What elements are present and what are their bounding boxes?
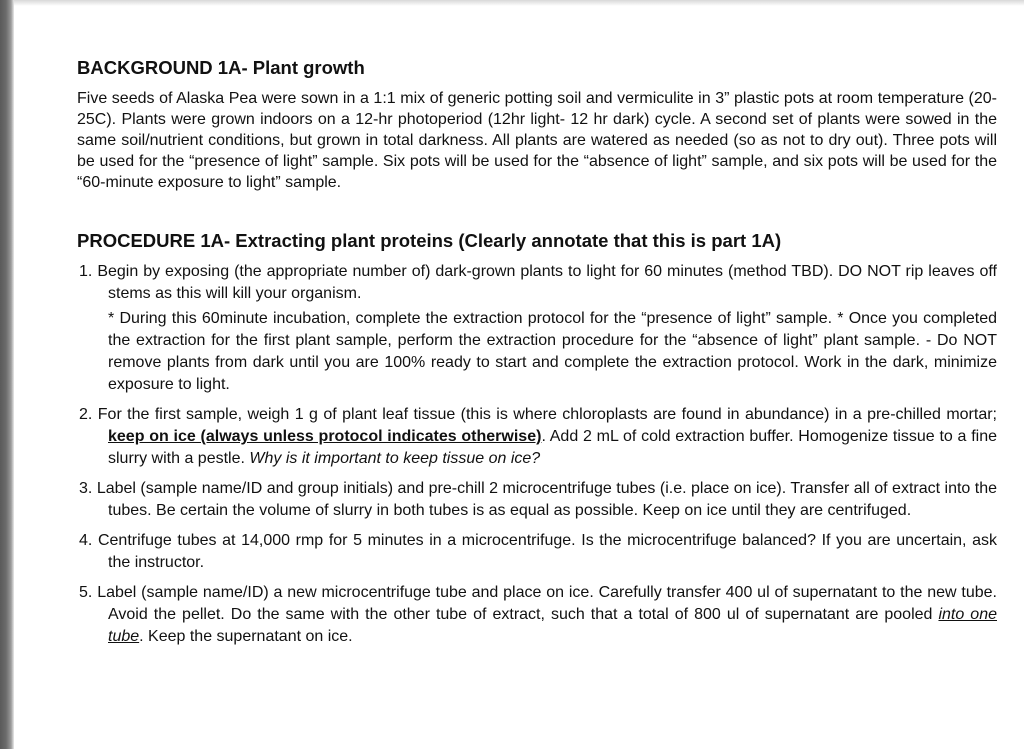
step-question: Why is it important to keep tissue on ice? — [249, 450, 541, 467]
step-text-continued: . Add 2 mL of cold extraction buffer. Homogenize tissue to a fine slurry with a pestle. — [108, 428, 997, 467]
step-text: Label (sample name/ID) a new microcentrifuge tube and place on ice. Carefully transfer 400 ul of supernatant to the new tube. Avoid the pellet. Do the same with the other tube of extract, such that a total of 800 ul of supernatant are pooled — [97, 584, 998, 623]
background-paragraph: Five seeds of Alaska Pea were sown in a 1:1 mix of generic potting soil and vermiculite in 3” plastic pots at room temperature (20-25C). Plants were grown indoors on a 12-hr photoperiod (12hr light- 12 hr dark) cycle. A second set of plants were sowed in the same soil/nutrient conditions, but grown in total darkness. All plants are watered as needed (so as not to dry out). Three pots will be used for the “presence of light” sample. Six pots will be used for the “absence of light” sample, and six pots will be used for the “60-minute exposure to light” sample. — [77, 90, 997, 191]
step-text-continued: . Keep the supernatant on ice. — [139, 628, 353, 645]
procedure-steps — [77, 261, 997, 648]
procedure-step-4 — [77, 530, 997, 574]
document-page — [77, 56, 997, 656]
viewer-left-edge — [0, 0, 14, 749]
step-emphasis: into one tube — [108, 606, 997, 645]
step-text: Begin by exposing (the appropriate number of) dark-grown plants to light for 60 minutes (method TBD). DO NOT rip leaves off stems as this will kill your organism. — [97, 263, 997, 302]
step-text: Centrifuge tubes at 14,000 rmp for 5 minutes in a microcentrifuge. Is the microcentrifuge balanced? If you are uncertain, ask the instructor. — [97, 532, 998, 571]
step-text: For the first sample, weigh 1 g of plant leaf tissue (this is where chloroplasts are found in abundance) in a pre-chilled mortar; — [97, 406, 997, 423]
background-heading: BACKGROUND 1A- Plant growth — [77, 57, 365, 78]
step-note: * During this 60minute incubation, complete the extraction protocol for the “presence of light” sample. * Once you completed the extraction for the first plant sample, perform the extraction procedure for the “absence of light” plant sample. - Do NOT remove plants from dark until you are 100% ready to start and complete the extraction protocol. Work in the dark, minimize exposure to light. — [108, 310, 997, 393]
step-number: 4. — [79, 532, 93, 549]
procedure-step-1 — [77, 261, 997, 396]
step-number: 3. — [79, 480, 93, 497]
procedure-step-2 — [77, 404, 997, 470]
procedure-step-3 — [77, 478, 997, 522]
step-number: 2. — [79, 406, 93, 423]
viewer-top-edge — [14, 0, 1024, 6]
step-text: Label (sample name/ID and group initials) and pre-chill 2 microcentrifuge tubes (i.e. place on ice). Transfer all of extract into the tubes. Be certain the volume of slurry in both tubes is as equal as possible. Keep on ice until they are centrifuged. — [96, 480, 998, 519]
step-number: 5. — [79, 584, 93, 601]
procedure-heading: PROCEDURE 1A- Extracting plant proteins (Clearly annotate that this is part 1A) — [77, 230, 782, 251]
procedure-step-5 — [77, 582, 997, 648]
step-number: 1. — [79, 263, 93, 280]
step-emphasis: keep on ice (always unless protocol indicates otherwise) — [108, 428, 542, 445]
